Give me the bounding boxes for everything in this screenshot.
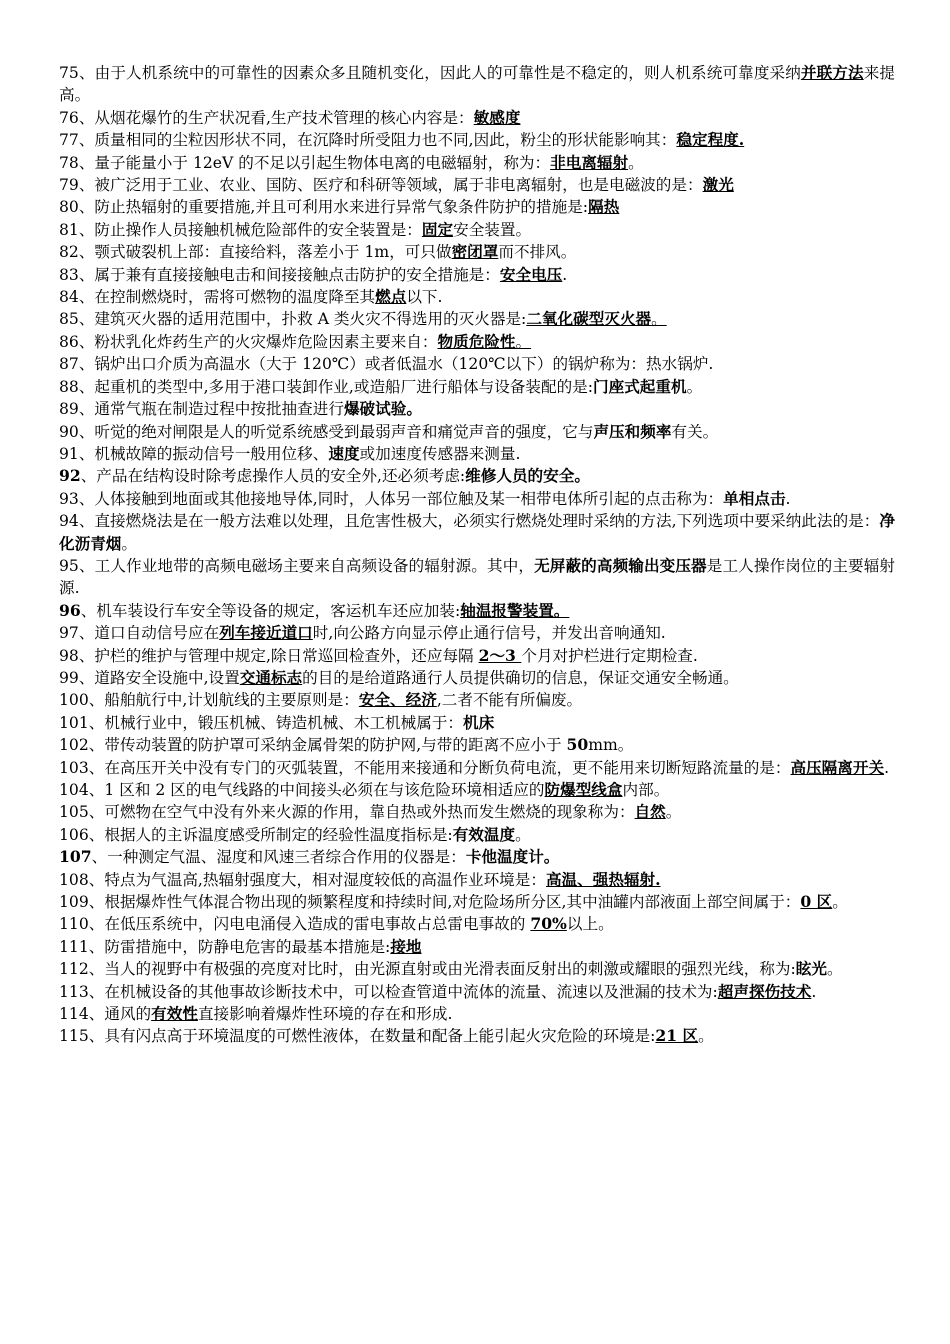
answer-text: 高温、强热辐射. (545, 869, 661, 889)
answer-text: 二氧化碳型灭火器 (526, 309, 652, 329)
answer-text: 并联方法 (800, 63, 864, 82)
answer-text: 有效性 (151, 1004, 198, 1024)
question-text: 个月对护栏进行定期检查. (521, 646, 698, 665)
answer-text: 列车接近道口 (219, 623, 313, 643)
question-text: ,二者不能有所偏废。 (436, 691, 583, 710)
question-text: . (785, 489, 791, 508)
question-text: 114、通风的 (59, 1005, 152, 1024)
question-text: 97、道口自动信号应在 (59, 624, 220, 643)
question-text: 。 (651, 310, 667, 329)
question-item-89 (59, 398, 895, 420)
answer-text: 密闭罩 (451, 242, 499, 262)
question-text: 。 (515, 332, 532, 351)
question-text: 80、防止热辐射的重要措施,并且可利用水来进行异常气象条件防护的措施是: (59, 198, 589, 217)
answer-text: 高压隔离开关 (790, 757, 885, 777)
question-text: 。 (665, 803, 682, 822)
question-text: 。 (698, 1027, 714, 1046)
question-item-78 (59, 152, 895, 174)
question-text: 86、粉状乳化炸药生产的火灾爆炸危险因素主要来自： (59, 332, 438, 351)
question-text: 热水锅炉 (646, 355, 709, 374)
question-text: 85、建筑灭火器的适用范围中，扑救 A 类火灾不得选用的灭火器是: (59, 310, 527, 329)
answer-text: 眩光 (795, 959, 827, 979)
answer-text: 激光 (702, 175, 734, 195)
answer-text: 安全电压 (499, 264, 563, 284)
question-item-112 (59, 958, 895, 980)
answer-text: 机床 (463, 712, 495, 732)
question-text: 、机车装设行车安全等设备的规定，客运机车还应加装: (80, 601, 461, 620)
answer-text: 隔热 (588, 197, 620, 217)
question-text: 78、量子能量小于 12eV 的不足以引起生物体电离的电磁辐射，称为： (59, 153, 551, 172)
question-text: 81、防止操作人员接触机械危险部件的安全装置是： (59, 220, 422, 239)
question-text: . (562, 265, 568, 284)
question-text: 有关。 (671, 422, 719, 441)
question-text: 以上。 (566, 915, 614, 934)
question-item-101 (59, 712, 895, 734)
question-text: 时,向公路方向显示停止通行信号，并发出音响通知. (312, 624, 666, 643)
question-item-103 (59, 757, 895, 779)
question-item-113 (59, 981, 895, 1003)
question-item-95 (59, 555, 895, 600)
question-text: 75、由于人机系统中的可靠性的因素众多且随机变化，因此人的可靠性是不稳定的，则人机系统可靠度采纳 (59, 64, 801, 82)
answer-text: 速度 (328, 443, 360, 463)
answer-text: 卡他温度计。 (465, 847, 560, 867)
question-text: 而不排风。 (498, 243, 577, 262)
question-item-108 (59, 869, 895, 891)
question-item-109 (59, 891, 895, 913)
question-text: 。 (686, 377, 703, 396)
question-item-94 (59, 510, 895, 555)
question-item-102 (59, 734, 895, 756)
answer-text: 无屏蔽的高频输出变压器 (534, 555, 707, 575)
question-text: 77、质量相同的尘粒因形状不同，在沉降时所受阻力也不同,因此，粉尘的形状能影响其： (59, 131, 677, 150)
question-text: . (884, 758, 890, 777)
answer-text: 单相点击 (723, 488, 786, 508)
question-text: 。 (832, 893, 848, 912)
question-item-105 (59, 801, 895, 823)
answer-text: 有效温度 (452, 824, 516, 844)
answer-text: 自然 (634, 802, 666, 822)
answer-text: 安全、经济 (358, 690, 437, 710)
answer-text: 50 (566, 735, 589, 755)
answer-text: 21 区 (655, 1026, 699, 1046)
question-text: 88、起重机的类型中,多用于港口装卸作业,或造船厂进行船体与设备装配的是: (59, 377, 594, 396)
question-item-75 (59, 62, 895, 107)
question-item-90 (59, 421, 895, 443)
answer-text: 门座式起重机 (593, 376, 687, 396)
answer-text: 2～3 (478, 645, 522, 665)
question-item-81 (59, 219, 895, 241)
question-item-107 (59, 846, 895, 868)
question-text: 111、防雷措施中，防静电危害的最基本措施是: (59, 937, 391, 956)
question-text: 108、特点为气温高,热辐射强度大，相对湿度较低的高温作业环境是： (59, 870, 546, 889)
question-text: 是工人操作岗位的主要辐射源. (59, 556, 895, 598)
question-text: 以下. (406, 288, 443, 307)
answer-text: 爆破试验。 (343, 399, 422, 419)
question-text: 99、道路安全设施中,设置 (59, 668, 240, 687)
question-text: 、产品在结构设时除考虑操作人员的安全外,还必须考虑: (80, 467, 466, 486)
question-item-87 (59, 353, 895, 375)
question-item-100 (59, 689, 895, 711)
question-text: 或加速度传感器来测量. (359, 444, 521, 463)
question-item-84 (59, 286, 895, 308)
answer-text: 107 (59, 847, 92, 867)
question-text: 91、机械故障的振动信号一般用位移、 (59, 444, 329, 463)
question-text: 。 (515, 825, 531, 844)
question-text: . (811, 982, 817, 1001)
question-text: . (708, 355, 714, 374)
question-item-86 (59, 331, 895, 353)
question-item-83 (59, 264, 895, 286)
question-item-98 (59, 645, 895, 667)
question-text: 101、机械行业中，锻压机械、铸造机械、木工机械属于： (59, 713, 464, 732)
answer-text: 稳定程度. (676, 130, 745, 150)
question-text: 113、在机械设备的其他事故诊断技术中，可以检查管道中流体的流量、流速以及泄漏的技术为: (59, 982, 718, 1001)
question-text: 93、人体接触到地面或其他接地导体,同时，人体另一部位触及某一相带电体所引起的点击称为： (59, 489, 724, 508)
question-text: 安全装置。 (453, 220, 532, 239)
answer-text: 声压和频率 (593, 421, 672, 441)
question-text: 82、颚式破裂机上部：直接给料，落差小于 1m，可只做 (59, 243, 452, 262)
question-text: 94、直接燃烧法是在一般方法难以处理，且危害性极大，必须实行燃烧处理时采纳的方法,下列选项中要采纳此法的是： (59, 512, 880, 531)
document-body (59, 62, 895, 1048)
question-text: 内部。 (622, 781, 670, 799)
question-item-92 (59, 465, 895, 487)
question-text: 105、可燃物在空气中没有外来火源的作用，靠自热或外热而发生燃烧的现象称为： (59, 803, 635, 822)
answer-text: 70% (530, 914, 567, 934)
question-text: 、一种测定气温、湿度和风速三者综合作用的仪器是： (91, 848, 466, 867)
question-item-79 (59, 174, 895, 196)
answer-text: 敏感度 (473, 107, 521, 127)
answer-text: 超声探伤技术 (717, 981, 812, 1001)
answer-text: 96 (59, 600, 81, 620)
answer-text: 净化沥青烟 (59, 511, 895, 553)
answer-text: 防爆型线盒 (544, 780, 623, 799)
question-text: 84、在控制燃烧时，需将可燃物的温度降至其 (59, 288, 376, 307)
question-text: 。 (628, 153, 644, 172)
question-text: 来提高。 (59, 64, 895, 105)
question-item-115 (59, 1025, 895, 1047)
question-text: 98、护栏的维护与管理中规定,除日常巡回检查外，还应每隔 (59, 646, 479, 665)
question-text: 115、具有闪点高于环境温度的可燃性液体，在数量和配备上能引起火灾危险的环境是: (59, 1027, 656, 1046)
answer-text: 交通标志 (239, 667, 303, 687)
question-item-110 (59, 913, 895, 935)
question-item-99 (59, 667, 895, 689)
question-text: 90、听觉的绝对闸限是人的听觉系统感受到最弱声音和痛觉声音的强度，它与 (59, 422, 594, 441)
answer-text: 接地 (390, 936, 422, 956)
question-text: 。 (826, 960, 843, 979)
question-item-97 (59, 622, 895, 644)
question-text: 104、1 区和 2 区的电气线路的中间接头必须在与该危险环境相适应的 (59, 781, 545, 799)
question-text: 95、工人作业地带的高频电磁场主要来自高频设备的辐射源。其中， (59, 556, 535, 575)
question-text: 110、在低压系统中，闪电电涌侵入造成的雷电事故占总雷电事故的 (59, 915, 531, 934)
question-text: 直接影响着爆炸性环境的存在和形成. (197, 1005, 453, 1024)
question-text: 的目的是给道路通行人员提供确切的信息，保证交通安全畅通。 (302, 668, 739, 687)
question-text: 83、属于兼有直接接触电击和间接接触点击防护的安全措施是： (59, 265, 500, 284)
question-item-77 (59, 129, 895, 151)
question-text: 102、带传动装置的防护罩可采纳金属骨架的防护网,与带的距离不应小于 (59, 736, 567, 755)
question-item-76 (59, 107, 895, 129)
question-text: 103、在高压开关中没有专门的灭弧装置，不能用来接通和分断负荷电流，更不能用来切断短路流量的是： (59, 758, 791, 777)
answer-text: 92 (59, 466, 81, 486)
question-text: 100、船舶航行中,计划航线的主要原则是： (59, 691, 359, 710)
question-item-106 (59, 824, 895, 846)
question-item-93 (59, 488, 895, 510)
question-text: 112、当人的视野中有极强的亮度对比时，由光源直射或由光滑表面反射出的刺激或耀眼的强烈光线，称为: (59, 960, 796, 979)
question-item-80 (59, 196, 895, 218)
question-text: 79、被广泛用于工业、农业、国防、医疗和科研等领域，属于非电离辐射，也是电磁波的是： (59, 176, 703, 195)
answer-text: 轴温报警装置。 (460, 600, 570, 620)
question-item-111 (59, 936, 895, 958)
question-text: 89、通常气瓶在制造过程中按批抽查进行 (59, 400, 344, 419)
question-item-114 (59, 1003, 895, 1025)
answer-text: 维修人员的安全。 (465, 466, 590, 486)
question-item-85 (59, 308, 895, 330)
answer-text: 非电离辐射 (550, 152, 629, 172)
question-item-82 (59, 241, 895, 263)
question-text: mm。 (588, 736, 634, 755)
question-text: 106、根据人的主诉温度感受所制定的经验性温度指标是: (59, 825, 453, 844)
answer-text: 燃点 (375, 287, 407, 307)
question-item-91 (59, 443, 895, 465)
question-text: 。 (121, 534, 137, 553)
answer-text: 0 区 (800, 892, 833, 912)
question-text: 76、从烟花爆竹的生产状况看,生产技术管理的核心内容是： (59, 108, 474, 127)
answer-text: 固定 (421, 219, 454, 239)
question-text: 87、锅炉出口介质为高温水（大于 120℃）或者低温水（120℃以下）的锅炉称为： (59, 355, 647, 374)
question-item-88 (59, 376, 895, 398)
question-text: 109、根据爆炸性气体混合物出现的频繁程度和持续时间,对危险场所分区,其中油罐内部液面上部空间属于： (59, 893, 801, 912)
question-item-104 (59, 779, 895, 801)
answer-text: 物质危险性 (437, 331, 516, 351)
question-item-96 (59, 600, 895, 622)
